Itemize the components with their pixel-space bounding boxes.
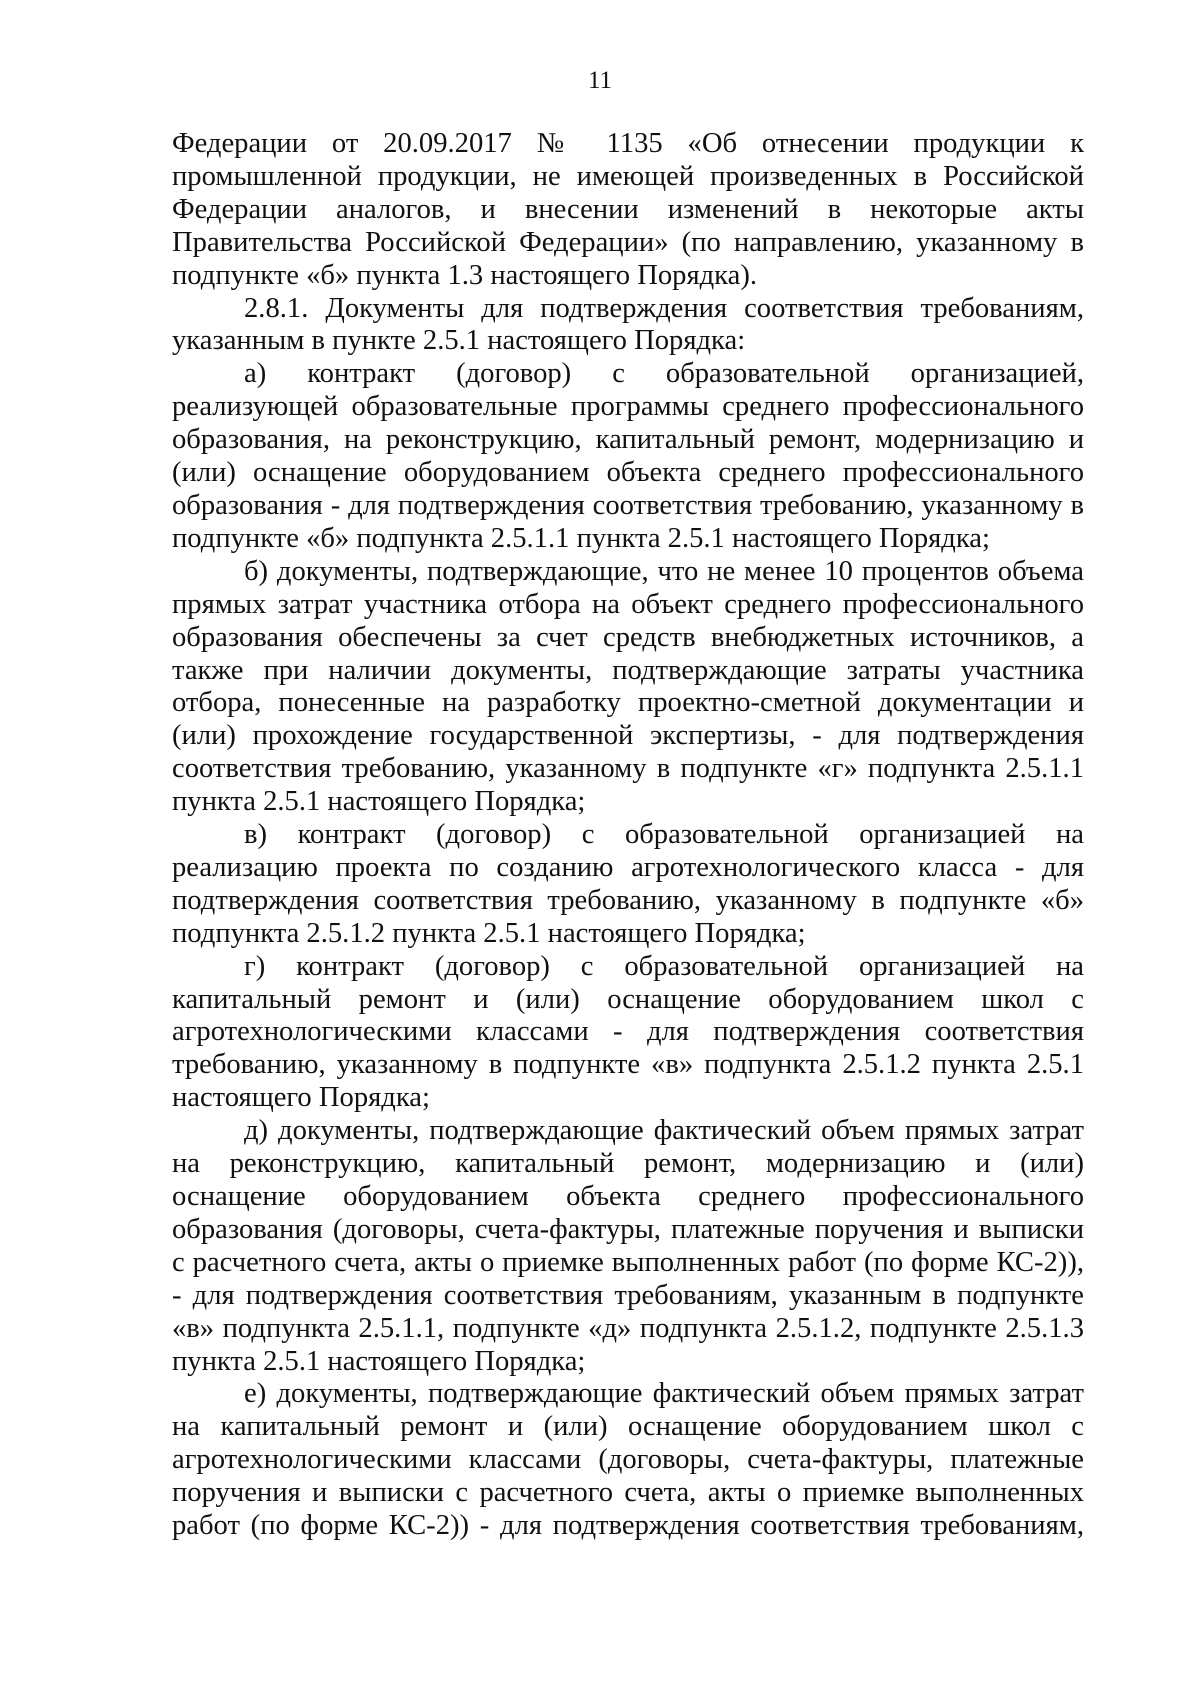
paragraph-item-g: г) контракт (договор) с образовательной организацией на капитальный ремонт и (или) оснащение оборудованием школ с агротехнологическими классами - для подтверждения соответствия требованию, указанному в подпункте «в» подпункта 2.5.1.2 пункта 2.5.1 настоящего Порядка; bbox=[172, 950, 1084, 1114]
paragraph-item-b: б) документы, подтверждающие, что не менее 10 процентов объема прямых затрат участника отбора на объект среднего профессионального образования обеспечены за счет средств внебюджетных источников, а также при наличии документы, подтверждающие затраты участника отбора, понесенные на разработку проектно-сметной документации и (или) прохождение государственной экспертизы, - для подтверждения соответствия требованию, указанному в подпункте «г» подпункта 2.5.1.1 пункта 2.5.1 настоящего Порядка; bbox=[172, 555, 1084, 818]
page-number: 11 bbox=[587, 67, 613, 94]
paragraph-2-8-1-heading: 2.8.1. Документы для подтверждения соответствия требованиям, указанным в пункте 2.5.1 настоящего Порядка: bbox=[172, 292, 1084, 357]
paragraph-item-d: д) документы, подтверждающие фактический объем прямых затрат на реконструкцию, капитальный ремонт, модернизацию и (или) оснащение оборудованием объекта среднего профессионального образования (договоры, счета-фактуры, платежные поручения и выписки с расчетного счета, акты о приемке выполненных работ (по форме КС-2)), - для подтверждения соответствия требованиям, указанным в подпункте «в» подпункта 2.5.1.1, подпункте «д» подпункта 2.5.1.2, подпункте 2.5.1.3 пункта 2.5.1 настоящего Порядка; bbox=[172, 1115, 1084, 1377]
paragraph-item-v: в) контракт (договор) с образовательной организацией на реализацию проекта по созданию агротехнологического класса - для подтверждения соответствия требованию, указанному в подпункте «б» подпункта 2.5.1.2 пункта 2.5.1 настоящего Порядка; bbox=[172, 819, 1084, 949]
paragraph-federation-decree-reference: Федерации от 20.09.2017 № 1135 «Об отнесении продукции к промышленной продукции, не имеющей произведенных в Российской Федерации аналогов, и внесении изменений в некоторые акты Правительства Российской Федерации» (по направлению, указанному в подпункте «б» пункта 1.3 настоящего Порядка). bbox=[172, 128, 1084, 291]
paragraph-item-e: е) документы, подтверждающие фактический объем прямых затрат на капитальный ремонт и (или) оснащение оборудованием школ с агротехнологическими классами (договоры, счета-фактуры, платежные поручения и выписки с расчетного счета, акты о приемке выполненных работ (по форме КС-2)) - для подтверждения соответствия требованиям, bbox=[172, 1378, 1084, 1542]
paragraph-item-a: а) контракт (договор) с образовательной организацией, реализующей образовательные программы среднего профессионального образования, на реконструкцию, капитальный ремонт, модернизацию и (или) оснащение оборудованием объекта среднего профессионального образования - для подтверждения соответствия требованию, указанному в подпункте «б» подпункта 2.5.1.1 пункта 2.5.1 настоящего Порядка; bbox=[172, 358, 1084, 554]
document-body bbox=[172, 128, 1084, 1543]
